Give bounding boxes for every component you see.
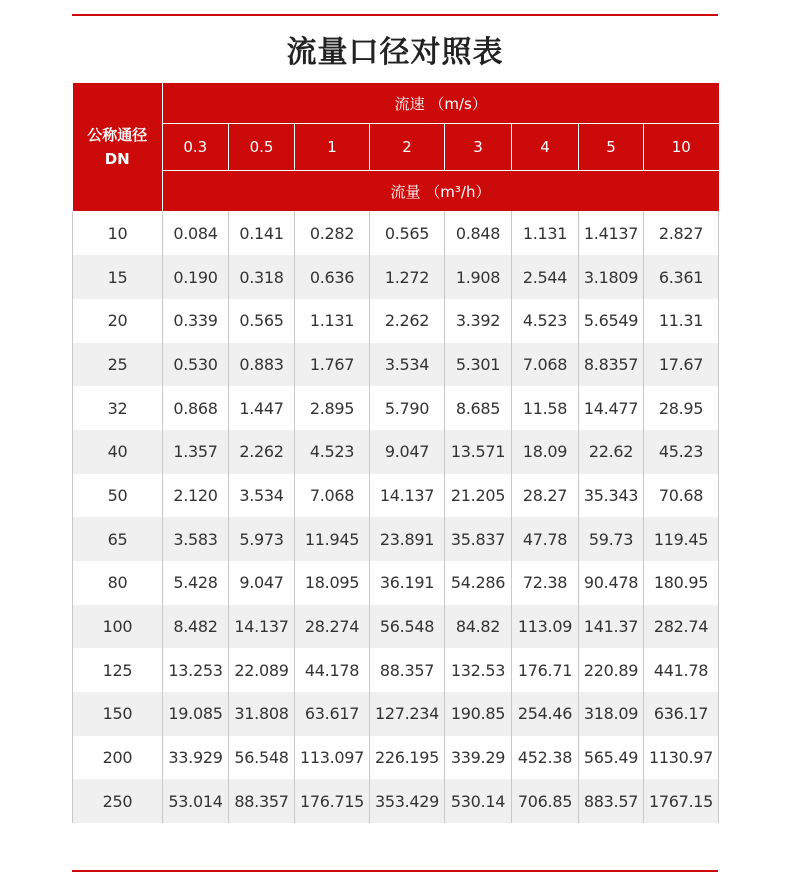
flow-value-cell: 883.57 <box>579 779 644 823</box>
flow-value-cell: 72.38 <box>512 561 579 605</box>
flow-value-cell: 14.137 <box>229 605 295 649</box>
flow-value-cell: 56.548 <box>370 605 445 649</box>
flow-value-cell: 132.53 <box>445 648 512 692</box>
flow-value-cell: 28.274 <box>295 605 370 649</box>
table-row <box>73 211 719 255</box>
table-row <box>73 517 719 561</box>
flow-value-cell: 88.357 <box>370 648 445 692</box>
flow-value-cell: 565.49 <box>579 736 644 780</box>
flow-value-cell: 176.715 <box>295 779 370 823</box>
dn-cell: 150 <box>73 692 163 736</box>
table-row <box>73 736 719 780</box>
dn-cell: 200 <box>73 736 163 780</box>
flow-value-cell: 13.253 <box>163 648 229 692</box>
flow-value-cell: 0.565 <box>229 299 295 343</box>
flow-value-cell: 452.38 <box>512 736 579 780</box>
flow-value-cell: 530.14 <box>445 779 512 823</box>
flow-value-cell: 353.429 <box>370 779 445 823</box>
flow-value-cell: 339.29 <box>445 736 512 780</box>
table-row <box>73 343 719 387</box>
flow-value-cell: 220.89 <box>579 648 644 692</box>
top-divider <box>72 14 718 16</box>
table-row <box>73 299 719 343</box>
flow-value-cell: 3.1809 <box>579 255 644 299</box>
flow-value-cell: 35.343 <box>579 474 644 518</box>
flow-value-cell: 180.95 <box>644 561 719 605</box>
flow-value-cell: 22.089 <box>229 648 295 692</box>
flow-value-cell: 0.318 <box>229 255 295 299</box>
table-row <box>73 605 719 649</box>
flow-value-cell: 5.6549 <box>579 299 644 343</box>
dn-cell: 50 <box>73 474 163 518</box>
flow-value-cell: 33.929 <box>163 736 229 780</box>
flow-value-cell: 2.895 <box>295 386 370 430</box>
flow-value-cell: 19.085 <box>163 692 229 736</box>
page-title: 流量口径对照表 <box>286 35 504 70</box>
flow-value-cell: 63.617 <box>295 692 370 736</box>
dn-header-line1: 公称通径 <box>87 125 148 144</box>
flow-value-cell: 113.09 <box>512 605 579 649</box>
flow-value-cell: 0.636 <box>295 255 370 299</box>
flow-value-cell: 706.85 <box>512 779 579 823</box>
flow-value-cell: 54.286 <box>445 561 512 605</box>
flow-value-cell: 127.234 <box>370 692 445 736</box>
flow-value-cell: 1.767 <box>295 343 370 387</box>
flow-value-cell: 0.282 <box>295 211 370 255</box>
flow-value-cell: 318.09 <box>579 692 644 736</box>
flow-value-cell: 84.82 <box>445 605 512 649</box>
flow-value-cell: 7.068 <box>512 343 579 387</box>
dn-cell: 40 <box>73 430 163 474</box>
dn-cell: 250 <box>73 779 163 823</box>
flow-value-cell: 13.571 <box>445 430 512 474</box>
flow-value-cell: 2.827 <box>644 211 719 255</box>
flow-value-cell: 6.361 <box>644 255 719 299</box>
flow-value-cell: 11.58 <box>512 386 579 430</box>
flow-value-cell: 441.78 <box>644 648 719 692</box>
flow-value-cell: 4.523 <box>295 430 370 474</box>
flow-value-cell: 254.46 <box>512 692 579 736</box>
flow-value-cell: 636.17 <box>644 692 719 736</box>
flow-value-cell: 18.095 <box>295 561 370 605</box>
flow-value-cell: 44.178 <box>295 648 370 692</box>
speed-values-row <box>73 124 719 171</box>
dn-cell: 80 <box>73 561 163 605</box>
table-row <box>73 255 719 299</box>
flow-value-cell: 1.131 <box>512 211 579 255</box>
flow-value-cell: 0.848 <box>445 211 512 255</box>
flow-value-cell: 0.868 <box>163 386 229 430</box>
flow-value-cell: 22.62 <box>579 430 644 474</box>
flow-value-cell: 190.85 <box>445 692 512 736</box>
flow-value-cell: 18.09 <box>512 430 579 474</box>
table-row <box>73 779 719 823</box>
flow-value-cell: 5.973 <box>229 517 295 561</box>
flow-value-cell: 35.837 <box>445 517 512 561</box>
flow-value-cell: 4.523 <box>512 299 579 343</box>
flow-value-cell: 176.71 <box>512 648 579 692</box>
flow-value-cell: 5.301 <box>445 343 512 387</box>
flow-value-cell: 59.73 <box>579 517 644 561</box>
flow-value-cell: 3.534 <box>229 474 295 518</box>
flow-value-cell: 0.883 <box>229 343 295 387</box>
flow-value-cell: 31.808 <box>229 692 295 736</box>
speed-header: 流速 （m/s） <box>163 83 719 124</box>
flow-value-cell: 9.047 <box>229 561 295 605</box>
flow-value-cell: 0.565 <box>370 211 445 255</box>
flow-value-cell: 70.68 <box>644 474 719 518</box>
speed-value: 0.5 <box>229 124 295 171</box>
flow-value-cell: 8.685 <box>445 386 512 430</box>
flow-value-cell: 282.74 <box>644 605 719 649</box>
flow-value-cell: 5.428 <box>163 561 229 605</box>
flow-value-cell: 141.37 <box>579 605 644 649</box>
speed-value: 4 <box>512 124 579 171</box>
flow-value-cell: 1130.97 <box>644 736 719 780</box>
flow-value-cell: 1.908 <box>445 255 512 299</box>
flow-value-cell: 1767.15 <box>644 779 719 823</box>
flow-value-cell: 1.272 <box>370 255 445 299</box>
flow-value-cell: 3.392 <box>445 299 512 343</box>
flow-value-cell: 36.191 <box>370 561 445 605</box>
flow-value-cell: 23.891 <box>370 517 445 561</box>
table-row <box>73 692 719 736</box>
flow-value-cell: 113.097 <box>295 736 370 780</box>
speed-value: 10 <box>644 124 719 171</box>
dn-cell: 20 <box>73 299 163 343</box>
table-row <box>73 561 719 605</box>
dn-cell: 100 <box>73 605 163 649</box>
flow-value-cell: 1.357 <box>163 430 229 474</box>
flow-value-cell: 9.047 <box>370 430 445 474</box>
flow-value-cell: 8.8357 <box>579 343 644 387</box>
table-row <box>73 648 719 692</box>
table-body <box>73 211 719 823</box>
flow-value-cell: 5.790 <box>370 386 445 430</box>
flow-value-cell: 8.482 <box>163 605 229 649</box>
table-row <box>73 430 719 474</box>
flow-value-cell: 11.945 <box>295 517 370 561</box>
flow-value-cell: 226.195 <box>370 736 445 780</box>
flow-caliber-table <box>72 83 719 823</box>
flow-value-cell: 1.131 <box>295 299 370 343</box>
speed-value: 1 <box>295 124 370 171</box>
flow-value-cell: 28.27 <box>512 474 579 518</box>
flow-value-cell: 56.548 <box>229 736 295 780</box>
flow-value-cell: 2.544 <box>512 255 579 299</box>
bottom-divider <box>72 870 718 872</box>
flow-value-cell: 53.014 <box>163 779 229 823</box>
flow-value-cell: 21.205 <box>445 474 512 518</box>
table-row <box>73 386 719 430</box>
dn-cell: 10 <box>73 211 163 255</box>
flow-value-cell: 11.31 <box>644 299 719 343</box>
flow-value-cell: 0.084 <box>163 211 229 255</box>
flow-value-cell: 47.78 <box>512 517 579 561</box>
speed-value: 0.3 <box>163 124 229 171</box>
dn-cell: 32 <box>73 386 163 430</box>
flow-value-cell: 0.190 <box>163 255 229 299</box>
flow-value-cell: 0.141 <box>229 211 295 255</box>
speed-value: 3 <box>445 124 512 171</box>
dn-header <box>73 83 163 211</box>
flow-value-cell: 1.4137 <box>579 211 644 255</box>
flow-value-cell: 0.339 <box>163 299 229 343</box>
dn-header-line2: DN <box>104 149 130 168</box>
dn-cell: 125 <box>73 648 163 692</box>
flow-value-cell: 17.67 <box>644 343 719 387</box>
flow-value-cell: 88.357 <box>229 779 295 823</box>
dn-cell: 15 <box>73 255 163 299</box>
flow-value-cell: 3.534 <box>370 343 445 387</box>
flow-value-cell: 1.447 <box>229 386 295 430</box>
flow-value-cell: 14.137 <box>370 474 445 518</box>
table-header <box>73 83 719 211</box>
flow-value-cell: 28.95 <box>644 386 719 430</box>
table-row <box>73 474 719 518</box>
flow-value-cell: 0.530 <box>163 343 229 387</box>
speed-value: 2 <box>370 124 445 171</box>
flow-value-cell: 2.262 <box>370 299 445 343</box>
flow-value-cell: 14.477 <box>579 386 644 430</box>
flow-value-cell: 90.478 <box>579 561 644 605</box>
flow-value-cell: 2.120 <box>163 474 229 518</box>
flow-value-cell: 2.262 <box>229 430 295 474</box>
flow-value-cell: 45.23 <box>644 430 719 474</box>
flow-value-cell: 3.583 <box>163 517 229 561</box>
flow-value-cell: 119.45 <box>644 517 719 561</box>
flow-value-cell: 7.068 <box>295 474 370 518</box>
dn-cell: 25 <box>73 343 163 387</box>
flow-header: 流量 （m³/h） <box>163 171 719 212</box>
speed-value: 5 <box>579 124 644 171</box>
dn-cell: 65 <box>73 517 163 561</box>
